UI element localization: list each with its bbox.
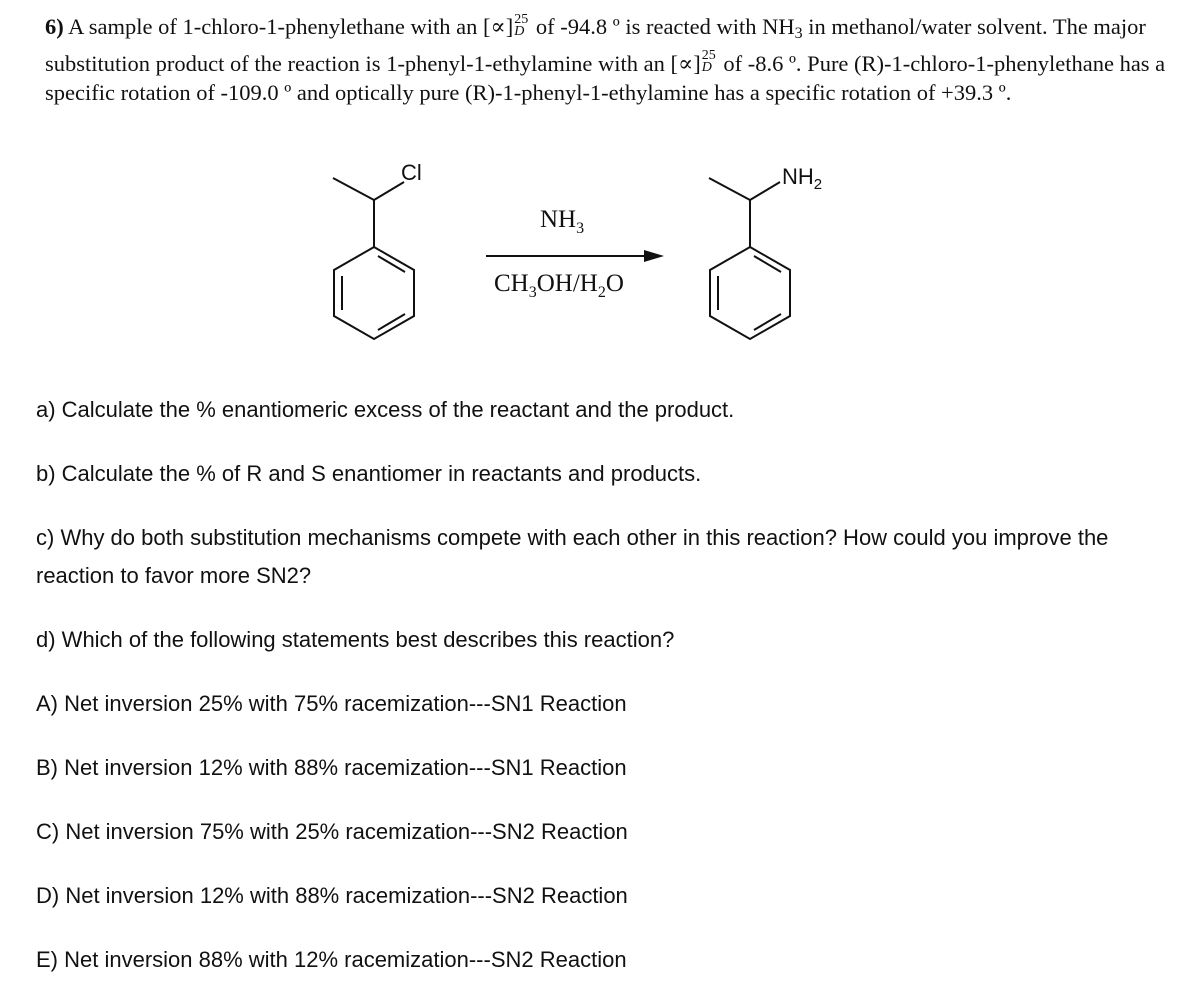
question-c: c) Why do both substitution mechanisms compete with each other in this reaction? How could you improve the reaction to favor more SN2? xyxy=(36,525,1109,588)
reagent-solvent: $CH_3OH/H_2O$ xyxy=(494,270,624,301)
reactant-double-bond-3 xyxy=(378,314,405,330)
problem-text-d: of -8.6 º. Pure (R)-1-chloro-1-phenylethane has a specific rotation of -109.0 º and optically pure (R)-1-phenyl-1-ethylamine has a specific rotation of +39.3 º. xyxy=(45,50,1166,105)
reaction-drawing xyxy=(0,140,1200,380)
nh3-subscript: 3 xyxy=(794,25,803,42)
reaction-scheme xyxy=(0,140,1200,380)
problem-statement xyxy=(45,12,1195,108)
question-a: a) Calculate the % enantiomeric excess of the reactant and the product. xyxy=(36,397,735,422)
reactant-methyl-bond xyxy=(333,178,374,200)
problem-number: 6) xyxy=(45,14,64,39)
question-b: b) Calculate the % of R and S enantiomer in reactants and products. xyxy=(36,461,702,486)
option-a: A) Net inversion 25% with 75% racemization---SN1 Reaction xyxy=(36,691,627,716)
option-e: E) Net inversion 88% with 12% racemization---SN2 Reaction xyxy=(36,947,627,972)
product-double-bond-2 xyxy=(754,256,781,272)
question-d: d) Which of the following statements best describes this reaction? xyxy=(36,627,675,652)
reactant-benzene-ring xyxy=(334,247,414,339)
reagent-ammonia: $NH_3$ xyxy=(540,206,585,237)
reactant-double-bond-2 xyxy=(378,256,405,272)
option-b: B) Net inversion 12% with 88% racemization---SN1 Reaction xyxy=(36,755,627,780)
reaction-arrow xyxy=(486,250,664,262)
product-structure xyxy=(709,178,790,339)
specific-rotation-symbol-1: [∝] 25 D xyxy=(483,11,529,39)
amino-label: $NH_2$ xyxy=(782,164,823,193)
reactant-structure xyxy=(333,178,414,339)
product-nh2-bond xyxy=(750,182,780,200)
reactant-cl-bond xyxy=(374,182,404,200)
product-double-bond-3 xyxy=(754,314,781,330)
specific-rotation-symbol-2: [∝] 25 D xyxy=(670,48,716,76)
option-c: C) Net inversion 75% with 25% racemization---SN2 Reaction xyxy=(36,819,628,844)
product-benzene-ring xyxy=(710,247,790,339)
problem-text-a: A sample of 1-chloro-1-phenylethane with an xyxy=(68,14,478,39)
chloro-label: Cl xyxy=(401,160,422,185)
product-methyl-bond xyxy=(709,178,750,200)
problem-text-c: in methanol/water solvent. The major substitution product of the reaction is 1-phenyl-1-ethylamine with an xyxy=(45,14,1146,76)
option-d: D) Net inversion 12% with 88% racemization---SN2 Reaction xyxy=(36,883,628,908)
problem-text-b: of -94.8 º is reacted with NH xyxy=(535,14,795,39)
